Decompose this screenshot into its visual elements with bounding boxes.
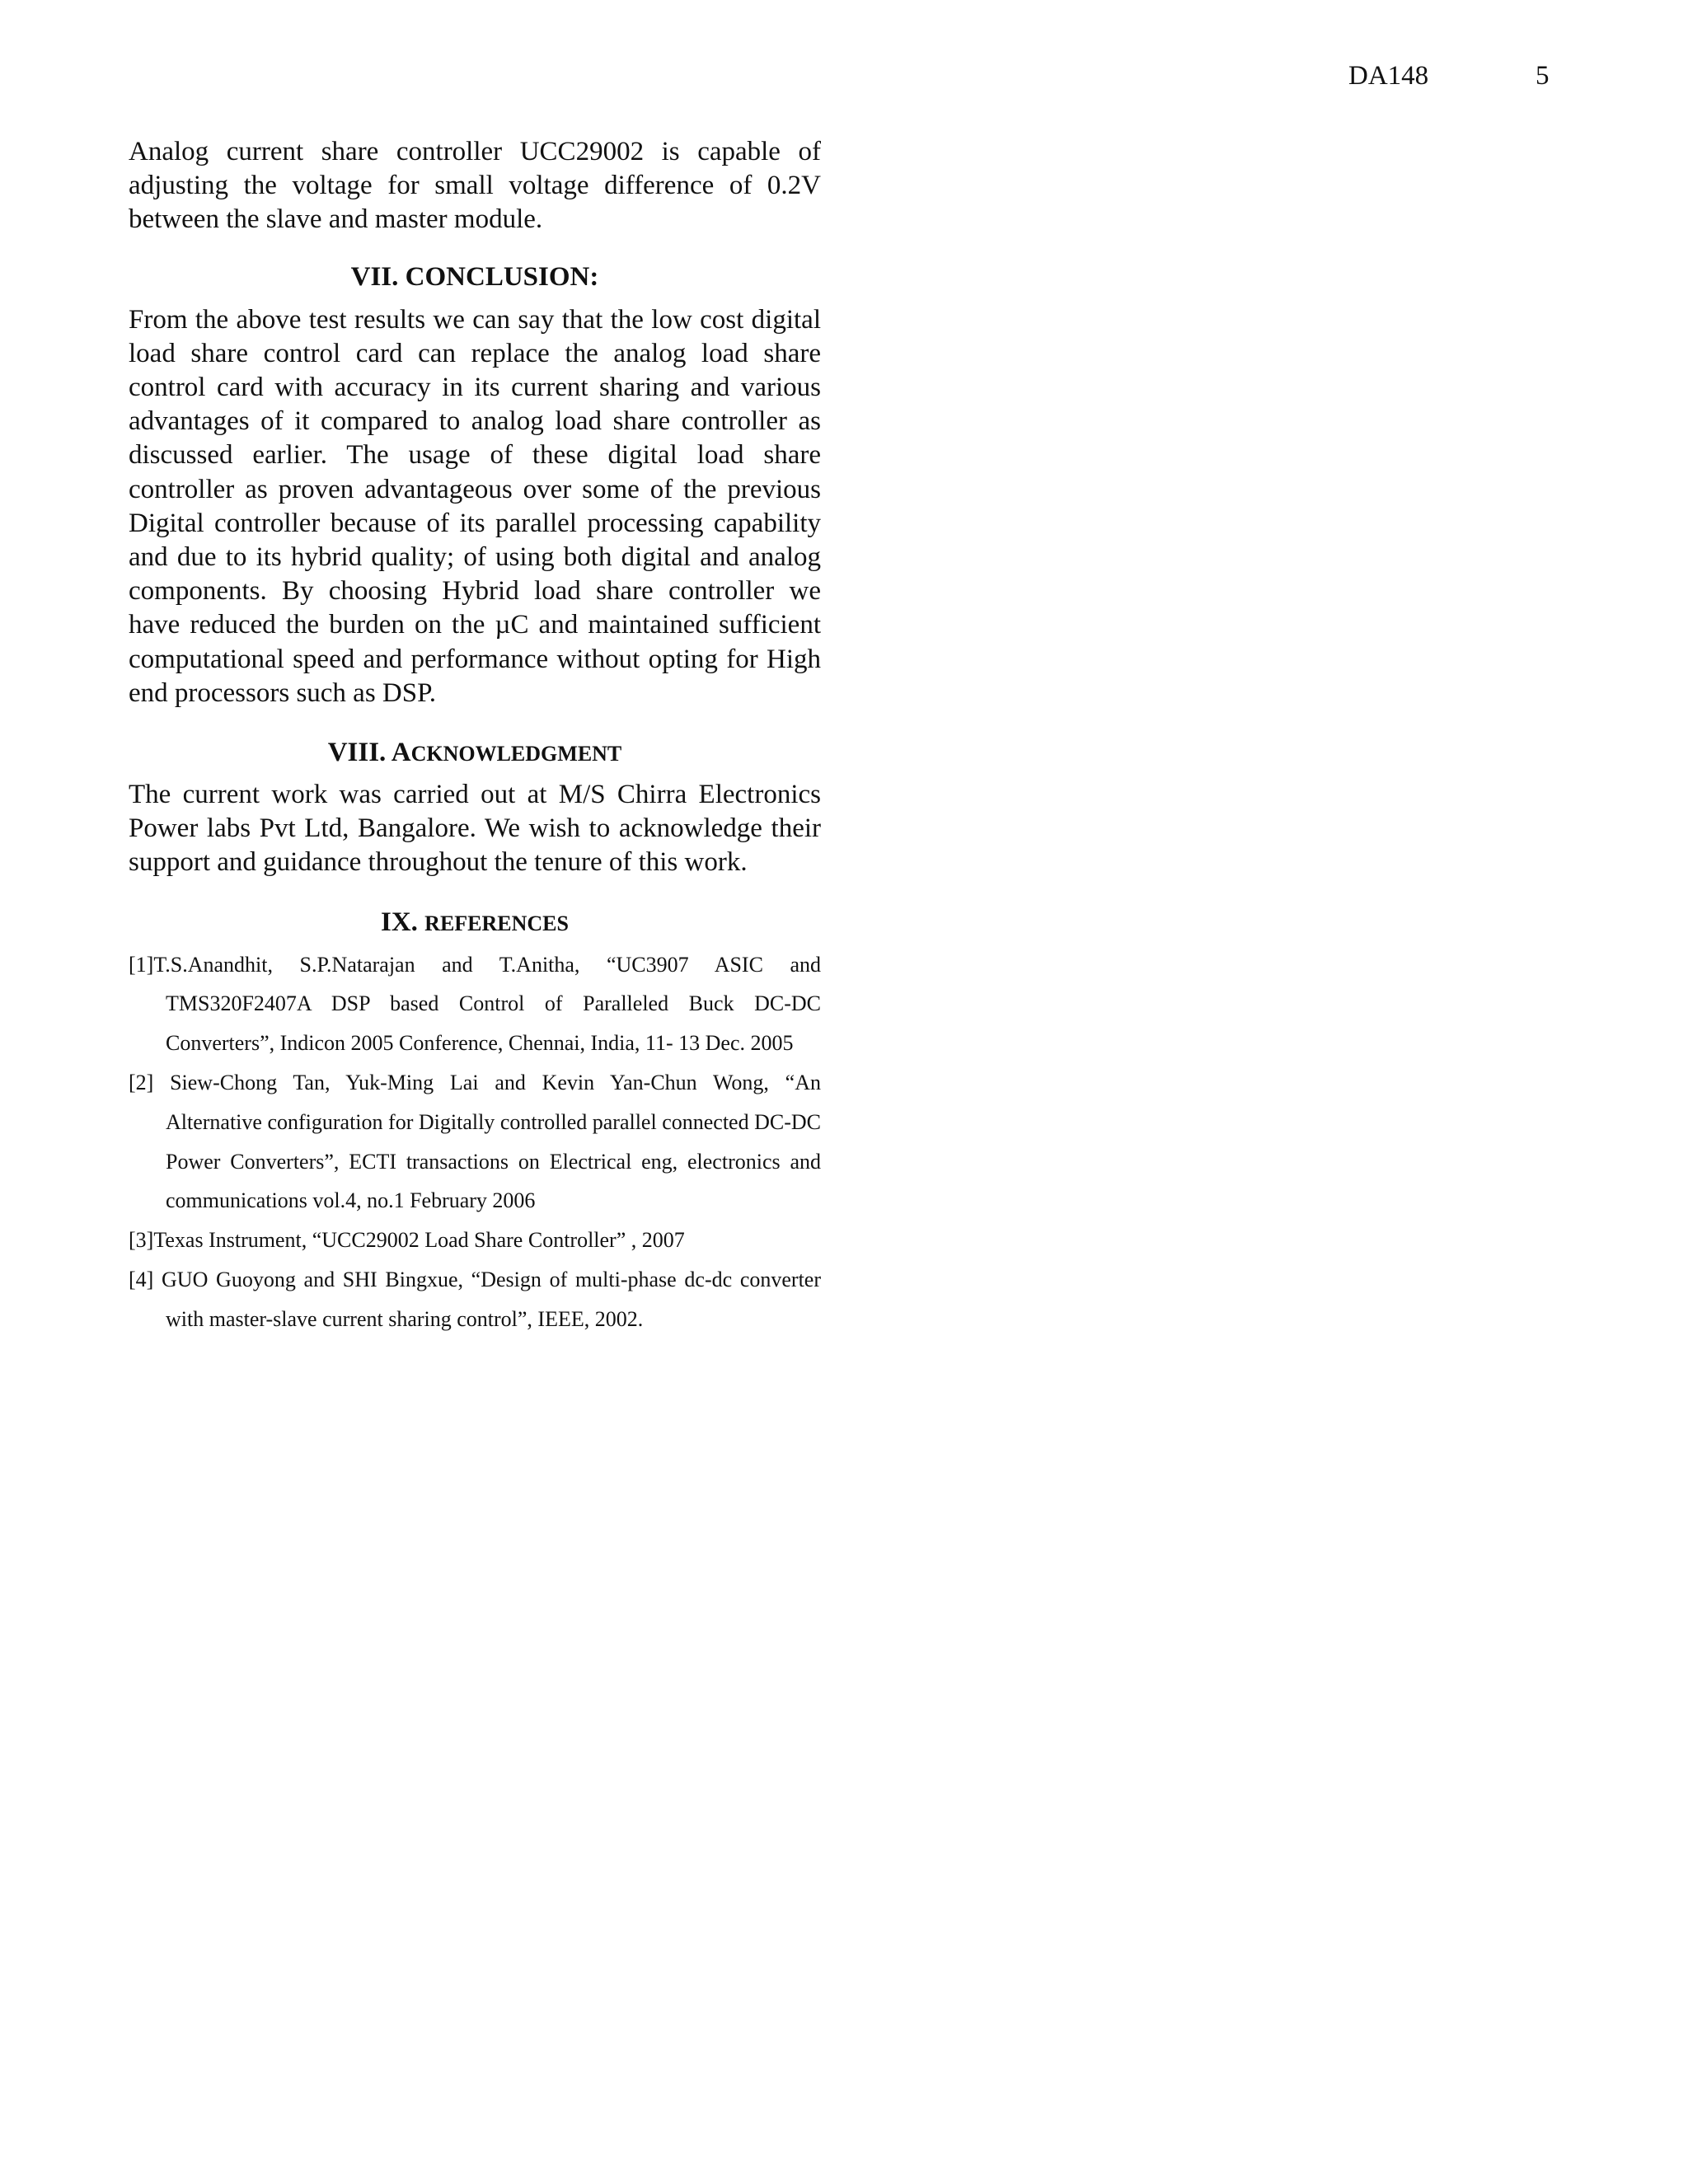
reference-list bbox=[129, 945, 821, 1339]
conclusion-number: VII. bbox=[350, 261, 399, 292]
conclusion-title: CONCLUSION: bbox=[405, 261, 599, 292]
reference-item-4: [4] GUO Guoyong and SHI Bingxue, “Design of multi-phase dc-dc converter with master-slave current sharing control”, IEEE, 2002. bbox=[129, 1268, 821, 1331]
acknowledgment-number: VIII. bbox=[327, 738, 387, 768]
references-heading bbox=[129, 906, 821, 940]
acknowledgment-paragraph: The current work was carried out at M/S Chirra Electronics Power labs Pvt Ltd, Bangalore. We wish to acknowledge their support and guidance throughout the tenure of this work. bbox=[129, 780, 821, 878]
acknowledgment-title-rest: CKNOWLEDGMENT bbox=[410, 742, 622, 766]
reference-item-2: [2] Siew-Chong Tan, Yuk-Ming Lai and Kevin Yan-Chun Wong, “An Alternative configuration for Digitally controlled parallel connected DC-DC Power Converters”, ECTI transactions on Electrical eng, electronics and communications vol.4, no.1 February 2006 bbox=[129, 1071, 821, 1213]
conclusion-heading bbox=[129, 260, 821, 294]
reference-item-3: [3]Texas Instrument, “UCC29002 Load Share Controller” , 2007 bbox=[129, 1228, 685, 1253]
text-column bbox=[129, 135, 821, 1339]
acknowledgment-title bbox=[392, 738, 622, 767]
paper-id: DA148 bbox=[1348, 61, 1429, 91]
references-number: IX. bbox=[380, 907, 418, 937]
acknowledgment-title-initial: A bbox=[391, 738, 411, 768]
reference-item-1: [1]T.S.Anandhit, S.P.Natarajan and T.Anitha, “UC3907 ASIC and TMS320F2407A DSP based Control of Paralleled Buck DC-DC Converters”, Indicon 2005 Conference, Chennai, India, 11- 13 Dec. 2005 bbox=[129, 952, 821, 1056]
acknowledgment-heading bbox=[129, 736, 821, 771]
page-number: 5 bbox=[1536, 61, 1550, 91]
intro-paragraph: Analog current share controller UCC29002 is capable of adjusting the voltage for small voltage difference of 0.2V between the slave and master module. bbox=[129, 137, 821, 235]
references-title: REFERENCES bbox=[424, 911, 569, 935]
conclusion-paragraph: From the above test results we can say that the low cost digital load share control card can replace the analog load share control card with accuracy in its current sharing and various advantages of it compared to analog load share controller as discussed earlier. The usage of these digital load share controller as proven advantageous over some of the previous Digital controller because of its parallel processing capability and due to its hybrid quality; of using both digital and analog components. By choosing Hybrid load share controller we have reduced the burden on the µC and maintained sufficient computational speed and performance without opting for High end processors such as DSP. bbox=[129, 304, 821, 708]
